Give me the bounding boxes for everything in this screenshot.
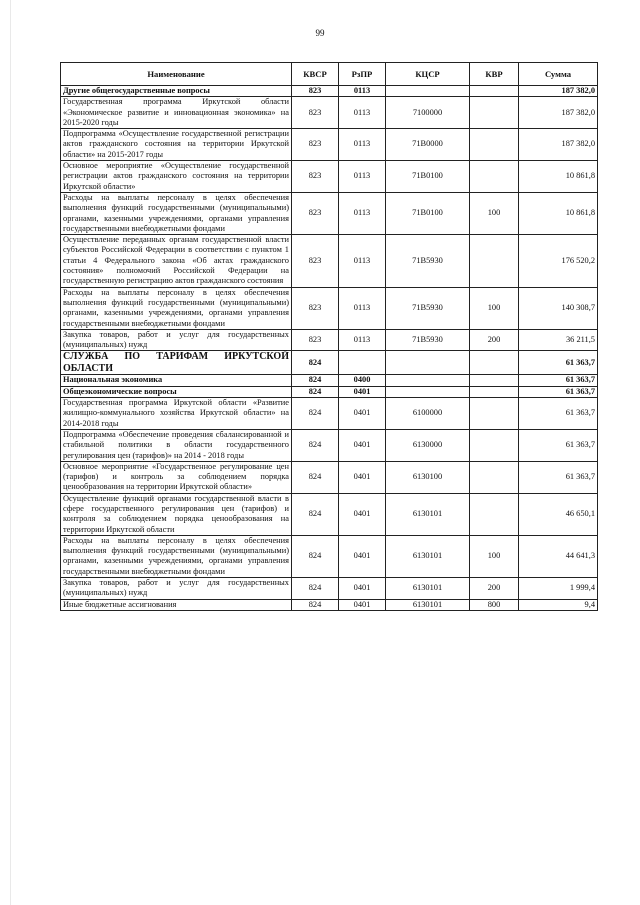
cell-kvsr: 823 bbox=[292, 86, 339, 97]
cell-rzpr: 0401 bbox=[339, 386, 386, 397]
table-row bbox=[61, 192, 598, 234]
cell-kvsr: 823 bbox=[292, 287, 339, 329]
cell-sum: 176 520,2 bbox=[519, 235, 598, 287]
table-row bbox=[61, 429, 598, 461]
table-row bbox=[61, 287, 598, 329]
cell-kvsr: 823 bbox=[292, 97, 339, 129]
cell-rzpr: 0401 bbox=[339, 429, 386, 461]
cell-kvsr: 824 bbox=[292, 375, 339, 386]
cell-rzpr: 0401 bbox=[339, 599, 386, 610]
table-row bbox=[61, 461, 598, 493]
cell-sum: 61 363,7 bbox=[519, 386, 598, 397]
cell-rzpr: 0113 bbox=[339, 161, 386, 193]
budget-table bbox=[60, 62, 598, 611]
cell-rzpr: 0113 bbox=[339, 235, 386, 287]
cell-sum: 187 382,0 bbox=[519, 86, 598, 97]
cell-sum: 187 382,0 bbox=[519, 97, 598, 129]
cell-kvsr: 824 bbox=[292, 599, 339, 610]
cell-name: СЛУЖБА ПО ТАРИФАМ ИРКУТСКОЙ ОБЛАСТИ bbox=[61, 351, 292, 375]
cell-kvr: 100 bbox=[470, 192, 519, 234]
table-row bbox=[61, 375, 598, 386]
cell-kvsr: 824 bbox=[292, 351, 339, 375]
cell-rzpr: 0401 bbox=[339, 578, 386, 600]
page-number: 99 bbox=[315, 28, 325, 38]
cell-kcsr: 6130101 bbox=[386, 493, 470, 535]
cell-sum: 140 308,7 bbox=[519, 287, 598, 329]
table-row bbox=[61, 161, 598, 193]
cell-sum: 61 363,7 bbox=[519, 375, 598, 386]
header-kvr: КВР bbox=[470, 63, 519, 86]
cell-name: Другие общегосударственные вопросы bbox=[61, 86, 292, 97]
header-rzpr: РзПР bbox=[339, 63, 386, 86]
header-kvsr: КВСР bbox=[292, 63, 339, 86]
cell-kvsr: 823 bbox=[292, 161, 339, 193]
cell-rzpr: 0401 bbox=[339, 461, 386, 493]
cell-name: Иные бюджетные ассигнования bbox=[61, 599, 292, 610]
table-body bbox=[61, 86, 598, 611]
scan-edge-shadow bbox=[10, 0, 11, 905]
table-row bbox=[61, 578, 598, 600]
cell-rzpr: 0400 bbox=[339, 375, 386, 386]
cell-rzpr: 0113 bbox=[339, 97, 386, 129]
cell-name: Закупка товаров, работ и услуг для государственных (муниципальных) нужд bbox=[61, 578, 292, 600]
cell-kcsr bbox=[386, 86, 470, 97]
table-row bbox=[61, 535, 598, 577]
cell-sum: 44 641,3 bbox=[519, 535, 598, 577]
cell-kvr bbox=[470, 429, 519, 461]
cell-sum: 36 211,5 bbox=[519, 329, 598, 351]
cell-kcsr: 71В0100 bbox=[386, 161, 470, 193]
cell-rzpr: 0113 bbox=[339, 287, 386, 329]
cell-name: Осуществление переданных органам государственной власти субъектов Российской Федерации в соответствии с пунктом 1 статьи 4 Федерального закона «Об актах гражданского состояния» полномочий Российской Федерации на государственную регистрацию актов гражданского состояния bbox=[61, 235, 292, 287]
cell-kvr bbox=[470, 86, 519, 97]
cell-kvr bbox=[470, 386, 519, 397]
cell-kcsr: 6100000 bbox=[386, 398, 470, 430]
table-row bbox=[61, 129, 598, 161]
table-row bbox=[61, 386, 598, 397]
cell-rzpr: 0401 bbox=[339, 493, 386, 535]
cell-kvr: 200 bbox=[470, 329, 519, 351]
cell-sum: 9,4 bbox=[519, 599, 598, 610]
cell-name: Государственная программа Иркутской области «Развитие жилищно-коммунального хозяйства Иркутской области» на 2014-2018 годы bbox=[61, 398, 292, 430]
cell-kcsr: 71В0000 bbox=[386, 129, 470, 161]
cell-kcsr: 7100000 bbox=[386, 97, 470, 129]
cell-sum: 61 363,7 bbox=[519, 461, 598, 493]
cell-kvsr: 823 bbox=[292, 235, 339, 287]
table-row bbox=[61, 329, 598, 351]
table-header-row bbox=[61, 63, 598, 86]
cell-rzpr: 0113 bbox=[339, 192, 386, 234]
cell-name: Закупка товаров, работ и услуг для государственных (муниципальных) нужд bbox=[61, 329, 292, 351]
cell-name: Подпрограмма «Осуществление государственной регистрации актов гражданского состояния на территории Иркутской области» на 2015-2017 годы bbox=[61, 129, 292, 161]
cell-name: Подпрограмма «Обеспечение проведения сбалансированной и стабильной политики в области государственного регулирования цен (тарифов)» на 2014 - 2018 годы bbox=[61, 429, 292, 461]
cell-kcsr: 6130101 bbox=[386, 599, 470, 610]
header-kcsr: КЦСР bbox=[386, 63, 470, 86]
cell-kcsr: 6130000 bbox=[386, 429, 470, 461]
cell-kvr: 200 bbox=[470, 578, 519, 600]
cell-kvsr: 824 bbox=[292, 386, 339, 397]
cell-kvsr: 824 bbox=[292, 429, 339, 461]
cell-kcsr bbox=[386, 375, 470, 386]
cell-kcsr: 6130100 bbox=[386, 461, 470, 493]
cell-kvr bbox=[470, 398, 519, 430]
table-row bbox=[61, 97, 598, 129]
cell-rzpr: 0113 bbox=[339, 329, 386, 351]
cell-kcsr: 71В5930 bbox=[386, 235, 470, 287]
table-row bbox=[61, 351, 598, 375]
cell-kcsr bbox=[386, 386, 470, 397]
cell-kvsr: 824 bbox=[292, 493, 339, 535]
cell-kcsr bbox=[386, 351, 470, 375]
cell-rzpr: 0113 bbox=[339, 129, 386, 161]
cell-name: Расходы на выплаты персоналу в целях обеспечения выполнения функций государственными (муниципальными) органами, казенными учреждениями, органами управления государственными внебюджетными фондами bbox=[61, 192, 292, 234]
cell-kcsr: 6130101 bbox=[386, 578, 470, 600]
cell-name: Расходы на выплаты персоналу в целях обеспечения выполнения функций государственными (муниципальными) органами, казенными учреждениями, органами управления государственными внебюджетными фондами bbox=[61, 535, 292, 577]
cell-rzpr: 0401 bbox=[339, 535, 386, 577]
cell-sum: 10 861,8 bbox=[519, 161, 598, 193]
cell-kvsr: 823 bbox=[292, 192, 339, 234]
cell-kvsr: 823 bbox=[292, 129, 339, 161]
cell-sum: 10 861,8 bbox=[519, 192, 598, 234]
cell-kvsr: 824 bbox=[292, 398, 339, 430]
cell-name: Расходы на выплаты персоналу в целях обеспечения выполнения функций государственными (муниципальными) органами, казенными учреждениями, органами управления государственными внебюджетными фондами bbox=[61, 287, 292, 329]
cell-kvr bbox=[470, 161, 519, 193]
table-row bbox=[61, 235, 598, 287]
table-row bbox=[61, 599, 598, 610]
cell-kvr: 100 bbox=[470, 535, 519, 577]
cell-kvr bbox=[470, 461, 519, 493]
cell-name: Основное мероприятие «Осуществление государственной регистрации актов гражданского состояния на территории Иркутской области» bbox=[61, 161, 292, 193]
cell-rzpr: 0401 bbox=[339, 398, 386, 430]
cell-name: Общеэкономические вопросы bbox=[61, 386, 292, 397]
cell-name: Национальная экономика bbox=[61, 375, 292, 386]
header-name: Наименование bbox=[61, 63, 292, 86]
cell-kvsr: 823 bbox=[292, 329, 339, 351]
cell-kvsr: 824 bbox=[292, 461, 339, 493]
cell-kvsr: 824 bbox=[292, 578, 339, 600]
cell-rzpr bbox=[339, 351, 386, 375]
cell-sum: 1 999,4 bbox=[519, 578, 598, 600]
table-row bbox=[61, 493, 598, 535]
cell-sum: 61 363,7 bbox=[519, 429, 598, 461]
cell-kcsr: 71В0100 bbox=[386, 192, 470, 234]
cell-name: Государственная программа Иркутской области «Экономическое развитие и инновационная экономика» на 2015-2020 годы bbox=[61, 97, 292, 129]
table-row bbox=[61, 398, 598, 430]
cell-kvr bbox=[470, 97, 519, 129]
cell-kcsr: 71В5930 bbox=[386, 287, 470, 329]
cell-sum: 46 650,1 bbox=[519, 493, 598, 535]
cell-kvsr: 824 bbox=[292, 535, 339, 577]
cell-kvr: 100 bbox=[470, 287, 519, 329]
table-row bbox=[61, 86, 598, 97]
cell-kvr bbox=[470, 493, 519, 535]
cell-kvr bbox=[470, 235, 519, 287]
cell-rzpr: 0113 bbox=[339, 86, 386, 97]
cell-kcsr: 71В5930 bbox=[386, 329, 470, 351]
cell-name: Осуществление функций органами государственной власти в сфере государственного регулирования цен (тарифов) и контроля за соблюдением порядка ценообразования на территории Иркутской области bbox=[61, 493, 292, 535]
cell-kvr: 800 bbox=[470, 599, 519, 610]
header-sum: Сумма bbox=[519, 63, 598, 86]
cell-sum: 61 363,7 bbox=[519, 351, 598, 375]
cell-kvr bbox=[470, 129, 519, 161]
cell-kvr bbox=[470, 351, 519, 375]
cell-sum: 187 382,0 bbox=[519, 129, 598, 161]
cell-name: Основное мероприятие «Государственное регулирование цен (тарифов) и контроль за соблюдением порядка ценообразования на территории Иркутской области» bbox=[61, 461, 292, 493]
cell-kvr bbox=[470, 375, 519, 386]
cell-sum: 61 363,7 bbox=[519, 398, 598, 430]
cell-kcsr: 6130101 bbox=[386, 535, 470, 577]
